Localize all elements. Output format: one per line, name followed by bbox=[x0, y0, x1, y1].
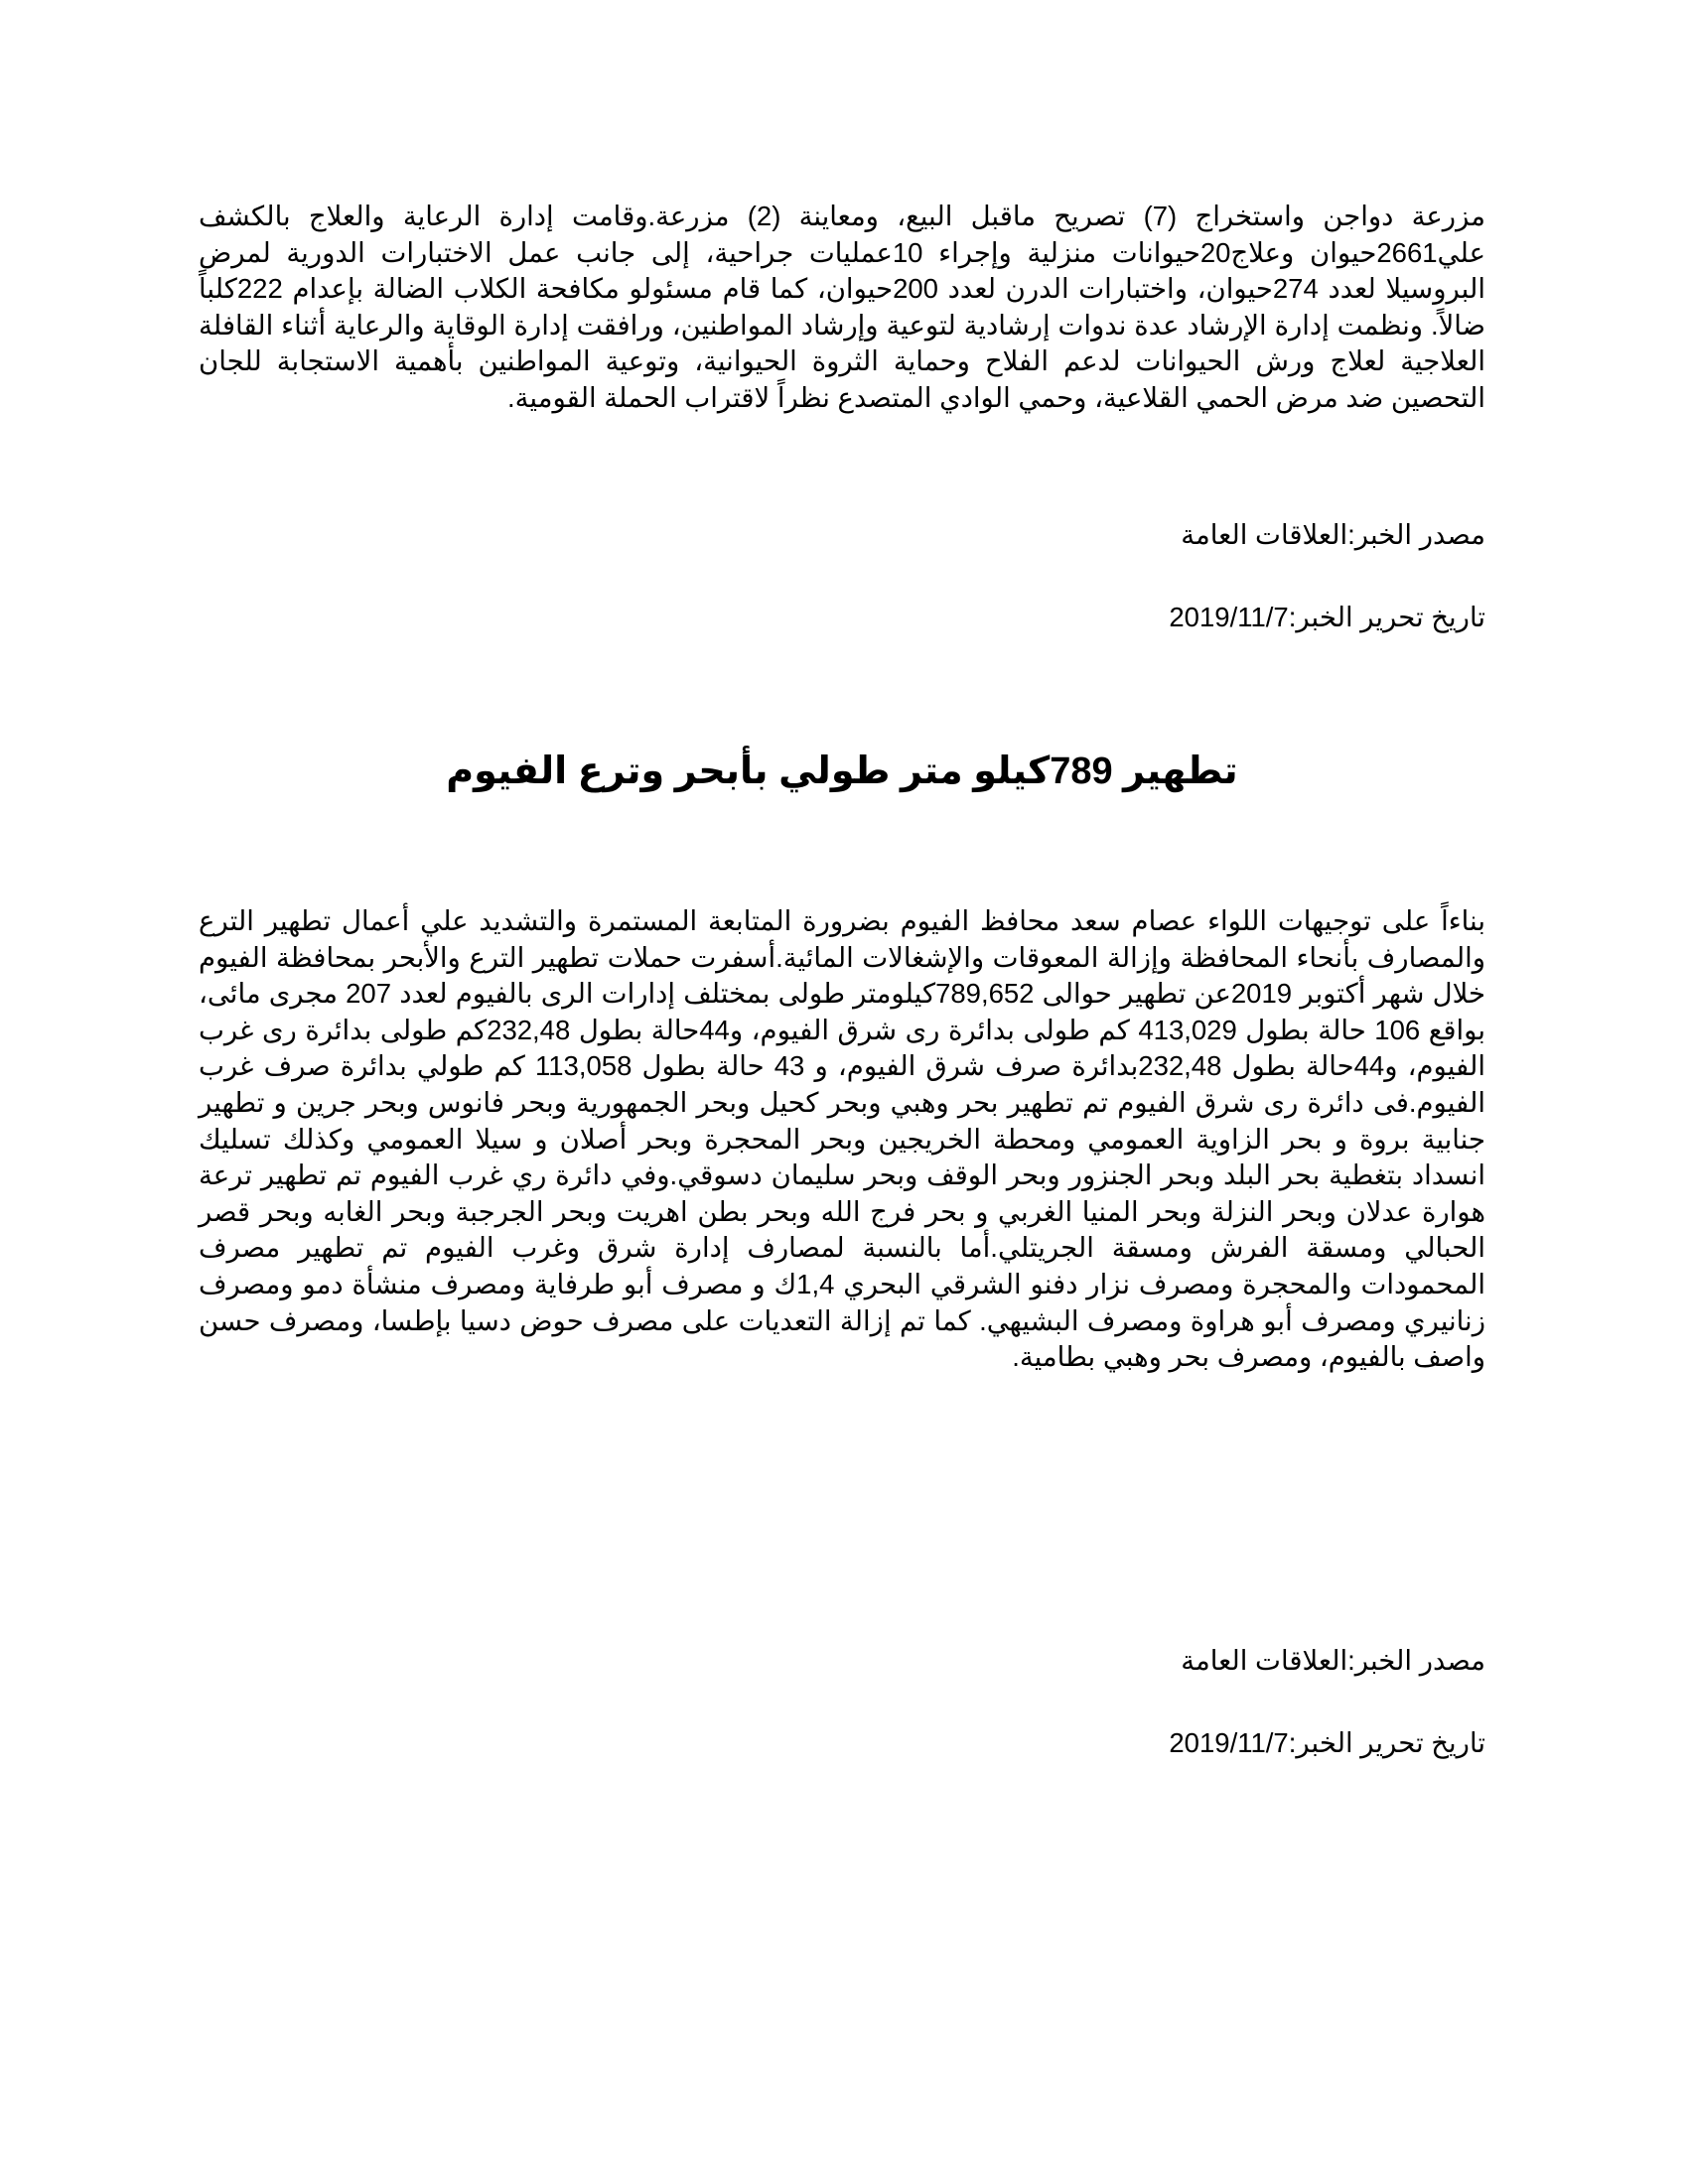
article1-source bbox=[1181, 517, 1485, 553]
article1-body: مزرعة دواجن واستخراج (7) تصريح ماقبل البيع، ومعاينة (2) مزرعة.وقامت إدارة الرعاية والعلاج بالكشف علي2661حيوان وعلاج20حيوانات منزلية وإجراء 10عمليات جراحية، إلى جانب عمل الاختبارات الدورية لمرض البروسيلا لعدد 274حيوان، واختبارات الدرن لعدد 200حيوان، كما قام مسئولو مكافحة الكلاب الضالة بإعدام 222كلباً ضالاً. ونظمت إدارة الإرشاد عدة ندوات إرشادية لتوعية وإرشاد المواطنين، ورافقت إدارة الوقاية والرعاية أثناء القافلة العلاجية لعلاج ورش الحيوانات لدعم الفلاح وحماية الثروة الحيوانية، وتوعية المواطنين بأهمية الاستجابة للجان التحصين ضد مرض الحمي القلاعية، وحمي الوادي المتصدع نظراً لاقتراب الحملة القومية. bbox=[199, 201, 1485, 413]
source-label: مصدر الخبر: bbox=[1347, 1645, 1485, 1676]
article2-body: بناءاً على توجيهات اللواء عصام سعد محافظ الفيوم بضرورة المتابعة المستمرة والتشديد علي أعمال تطهير الترع والمصارف بأنحاء المحافظة وإزالة المعوقات والإشغالات المائية.أسفرت حملات تطهير الترع والأبحر بمحافظة الفيوم خلال شهر أكتوبر 2019عن تطهير حوالى 789,652كيلومتر طولى بمختلف إدارات الرى بالفيوم لعدد 207 مجرى مائى، بواقع 106 حالة بطول 413,029 كم طولى بدائرة رى شرق الفيوم، و44حالة بطول 232,48كم طولى بدائرة رى غرب الفيوم، و44حالة بطول 232,48بدائرة صرف شرق الفيوم، و 43 حالة بطول 113,058 كم طولي بدائرة صرف غرب الفيوم.فى دائرة رى شرق الفيوم تم تطهير بحر وهبي وبحر كحيل وبحر الجمهورية وبحر فانوس وبحر جرين و تطهير جنابية بروة و بحر الزاوية العمومي ومحطة الخريجين وبحر المحجرة وبحر أصلان و سيلا العمومي وكذلك تسليك انسداد بتغطية بحر البلد وبحر الجنزور وبحر الوقف وبحر سليمان دسوقي.وفي دائرة ري غرب الفيوم تم تطهير ترعة هوارة عدلان وبحر النزلة وبحر المنيا الغربي و بحر فرج الله وبحر بطن اهريت وبحر الجرجبة وبحر الغابه وبحر قصر الحبالي ومسقة الفرش ومسقة الجريتلي.أما بالنسبة لمصارف إدارة شرق وغرب الفيوم تم تطهير مصرف المحمودات والمحجرة ومصرف نزار دفنو الشرقي البحري 1,4ك و مصرف أبو طرفاية ومصرف منشأة دمو ومصرف زنانيري ومصرف أبو هراوة ومصرف البشيهي. كما تم إزالة التعديات على مصرف حوض دسيا بإطسا، ومصرف حسن واصف بالفيوم، ومصرف بحر وهبي بطامية. bbox=[199, 905, 1485, 1373]
source-value: العلاقات العامة bbox=[1181, 519, 1348, 550]
source-label: مصدر الخبر: bbox=[1347, 519, 1485, 550]
date-label: تاريخ تحرير الخبر: bbox=[1288, 1727, 1485, 1758]
article1-date bbox=[1169, 600, 1485, 635]
article2-date bbox=[1169, 1725, 1485, 1761]
date-label: تاريخ تحرير الخبر: bbox=[1288, 602, 1485, 632]
source-value: العلاقات العامة bbox=[1181, 1645, 1348, 1676]
article2-source bbox=[1181, 1643, 1485, 1679]
date-value: 2019/11/7 bbox=[1169, 602, 1289, 632]
article2-title: تطهير 789كيلو متر طولي بأبحر وترع الفيوم bbox=[446, 751, 1238, 792]
date-value: 2019/11/7 bbox=[1169, 1727, 1289, 1758]
